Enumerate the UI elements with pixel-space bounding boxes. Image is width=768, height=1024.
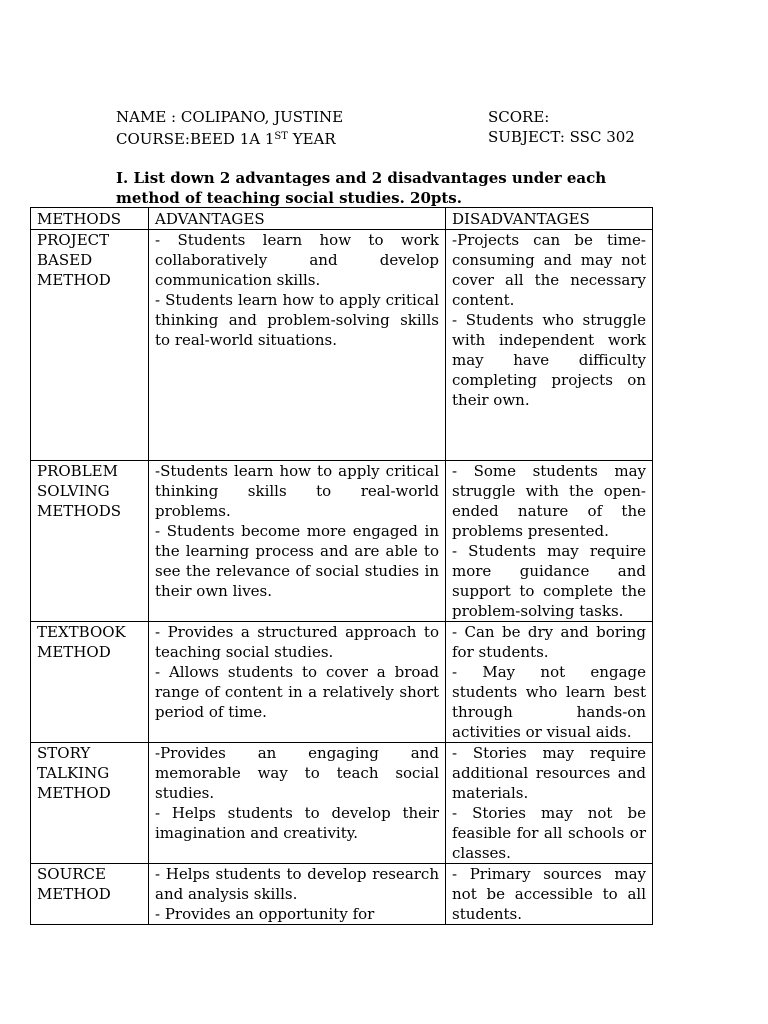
advantage-item: - Students learn how to apply critical thinking and problem-solving skills to real-world situations.: [155, 291, 439, 349]
method-name-line: METHOD: [37, 643, 111, 661]
course-superscript: ST: [274, 131, 288, 142]
advantage-item: - Students become more engaged in the learning process and are able to see the relevance of social studies in their own lives.: [155, 522, 439, 600]
method-cell: [31, 622, 149, 743]
method-name-line: SOURCE: [37, 865, 106, 883]
disadvantages-cell: [446, 743, 653, 864]
method-name-line: METHODS: [37, 502, 121, 520]
table-row: [31, 461, 653, 622]
method-name-line: PROJECT: [37, 231, 110, 249]
method-name-line: TALKING: [37, 764, 110, 782]
advantages-cell: [149, 230, 446, 461]
disadvantage-item: - Some students may struggle with the open-ended nature of the problems presented.: [452, 462, 646, 540]
course-year: YEAR: [287, 130, 336, 148]
header-methods: METHODS: [31, 208, 149, 230]
score-label: SCORE:: [488, 108, 550, 126]
advantage-item: - Helps students to develop research and analysis skills.: [155, 865, 439, 903]
advantage-item: -Students learn how to apply critical thinking skills to real-world problems.: [155, 462, 439, 520]
table-row: [31, 864, 653, 925]
method-name-line: TEXTBOOK: [37, 623, 126, 641]
disadvantage-item: - Stories may not be feasible for all schools or classes.: [452, 804, 646, 862]
disadvantages-cell: [446, 864, 653, 925]
header-advantages: ADVANTAGES: [149, 208, 446, 230]
disadvantage-item: - Primary sources may not be accessible to all students.: [452, 865, 646, 923]
table-row: [31, 743, 653, 864]
method-cell: [31, 230, 149, 461]
advantage-item: - Allows students to cover a broad range of content in a relatively short period of time.: [155, 663, 439, 721]
disadvantages-cell: [446, 230, 653, 461]
header-disadvantages: DISADVANTAGES: [446, 208, 653, 230]
disadvantage-item: - Stories may require additional resources and materials.: [452, 744, 646, 802]
method-name-line: PROBLEM: [37, 462, 118, 480]
table-row: [31, 622, 653, 743]
methods-table: [30, 207, 653, 925]
student-name: NAME : COLIPANO, JUSTINE: [116, 108, 344, 126]
table-row: [31, 230, 653, 461]
disadvantage-item: - Students who struggle with independent work may have difficulty completing projects on their own.: [452, 311, 646, 409]
method-name-line: STORY: [37, 744, 91, 762]
method-name-line: METHOD: [37, 271, 111, 289]
advantage-item: - Students learn how to work collaboratively and develop communication skills.: [155, 231, 439, 289]
advantage-item: - Provides an opportunity for: [155, 905, 375, 923]
subject-label: SUBJECT: SSC 302: [488, 128, 635, 146]
advantage-item: -Provides an engaging and memorable way to teach social studies.: [155, 744, 439, 802]
advantages-cell: [149, 864, 446, 925]
method-name-line: METHOD: [37, 784, 111, 802]
disadvantage-item: - Can be dry and boring for students.: [452, 623, 646, 661]
advantages-cell: [149, 622, 446, 743]
disadvantage-item: - May not engage students who learn best through hands-on activities or visual aids.: [452, 663, 646, 741]
method-cell: [31, 461, 149, 622]
method-cell: [31, 864, 149, 925]
disadvantage-item: -Projects can be time-consuming and may not cover all the necessary content.: [452, 231, 646, 309]
table-header-row: [31, 208, 653, 230]
advantages-cell: [149, 461, 446, 622]
disadvantages-cell: [446, 461, 653, 622]
method-name-line: METHOD: [37, 885, 111, 903]
course-label: [116, 127, 336, 149]
advantage-item: - Provides a structured approach to teaching social studies.: [155, 623, 439, 661]
disadvantages-cell: [446, 622, 653, 743]
method-name-line: BASED: [37, 251, 93, 269]
method-name-line: SOLVING: [37, 482, 110, 500]
disadvantage-item: - Students may require more guidance and support to complete the problem-solving tasks.: [452, 542, 646, 620]
instruction-text: I. List down 2 advantages and 2 disadvantages under each method of teaching social studies. 20pts.: [116, 169, 607, 207]
advantage-item: - Helps students to develop their imagination and creativity.: [155, 804, 439, 842]
course-text: COURSE:BEED 1A 1: [116, 130, 275, 148]
method-cell: [31, 743, 149, 864]
advantages-cell: [149, 743, 446, 864]
